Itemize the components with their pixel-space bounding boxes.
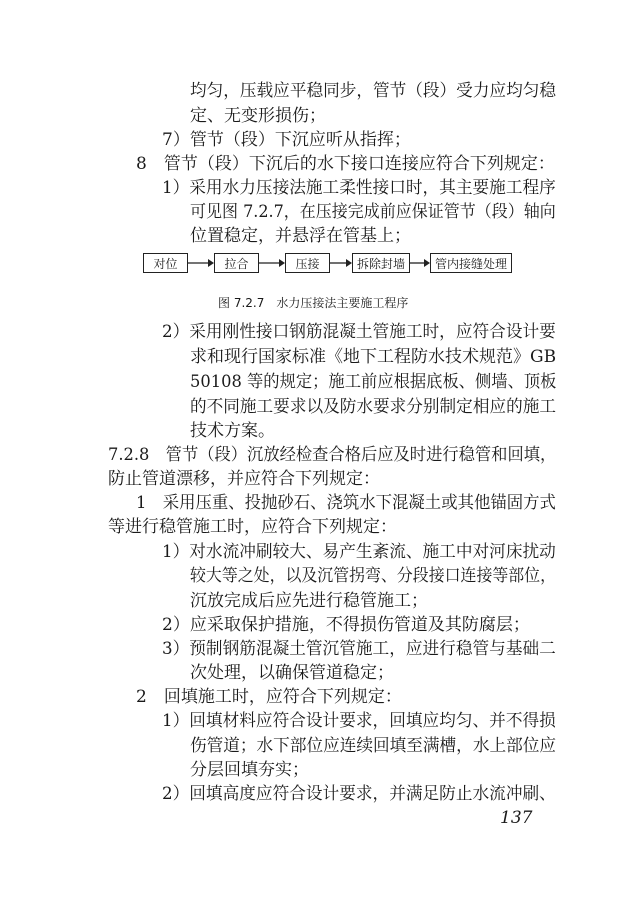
text-line: 1）对水流冲刷较大、易产生紊流、施工中对河床扰动 [162, 542, 556, 562]
figure-caption: 图 7.2.7 水力压接法主要施工程序 [218, 296, 409, 310]
text-line: 1）采用水力压接法施工柔性接口时，其主要施工程序 [162, 178, 556, 198]
text-line: 防止管道漂移，并应符合下列规定： [108, 469, 380, 489]
text-line: 较大等之处，以及沉管拐弯、分段接口连接等部位， [190, 566, 557, 586]
text-line: 1 采用压重、投抛砂石、浇筑水下混凝土或其他锚固方式 [136, 493, 556, 513]
text-line: 7）管节（段）下沉应听从指挥； [162, 130, 411, 150]
text-line: 等进行稳管施工时，应符合下列规定： [108, 517, 397, 537]
text-line: 7.2.8 管节（段）沉放经检查合格后应及时进行稳管和回填， [108, 445, 557, 465]
text-line: 技术方案。 [190, 421, 275, 441]
flow-step-press: 压接 [285, 253, 330, 273]
text-line: 分层回填夯实； [190, 760, 309, 780]
text-line: 2）采用刚性接口钢筋混凝土管施工时，应符合设计要 [162, 322, 556, 342]
text-line: 1）回填材料应符合设计要求，回填应均匀、并不得损 [162, 711, 556, 731]
text-line: 求和现行国家标准《地下工程防水技术规范》GB [190, 347, 557, 367]
text-line: 的不同施工要求以及防水要求分别制定相应的施工 [190, 397, 556, 417]
arrow-icon [259, 256, 285, 270]
text-line: 50108 等的规定；施工前应根据底板、侧墙、顶板 [190, 372, 557, 392]
text-line: 2）回填高度应符合设计要求，并满足防止水流冲刷、 [162, 784, 556, 804]
text-line: 均匀，压载应平稳同步，管节（段）受力应均匀稳 [190, 81, 556, 101]
text-line: 2）应采取保护措施，不得损伤管道及其防腐层； [162, 615, 530, 635]
flow-step-pull: 拉合 [214, 253, 259, 273]
flow-step-align: 对位 [143, 253, 188, 273]
text-line: 3）预制钢筋混凝土管沉管施工，应进行稳管与基础二 [162, 639, 556, 659]
text-line: 8 管节（段）下沉后的水下接口连接应符合下列规定： [136, 154, 555, 174]
text-line: 伤管道；水下部位应连续回填至满槽，水上部位应 [190, 736, 556, 756]
arrow-icon [410, 256, 430, 270]
text-line: 沉放完成后应先进行稳管施工； [190, 591, 428, 611]
arrow-icon [330, 256, 352, 270]
text-line: 可见图 7.2.7，在压接完成前应保证管节（段）轴向 [190, 202, 556, 222]
text-line: 2 回填施工时，应符合下列规定： [136, 687, 402, 707]
flow-step-remove-wall: 拆除封墙 [352, 253, 410, 273]
text-line: 位置稳定，并悬浮在管基上； [190, 226, 411, 246]
arrow-icon [188, 256, 214, 270]
text-line: 次处理，以确保管道稳定； [190, 663, 394, 683]
flow-step-joint-treatment: 管内接缝处理 [430, 253, 512, 273]
text-line: 定、无变形损伤； [190, 106, 326, 126]
page-number: 137 [500, 808, 533, 828]
